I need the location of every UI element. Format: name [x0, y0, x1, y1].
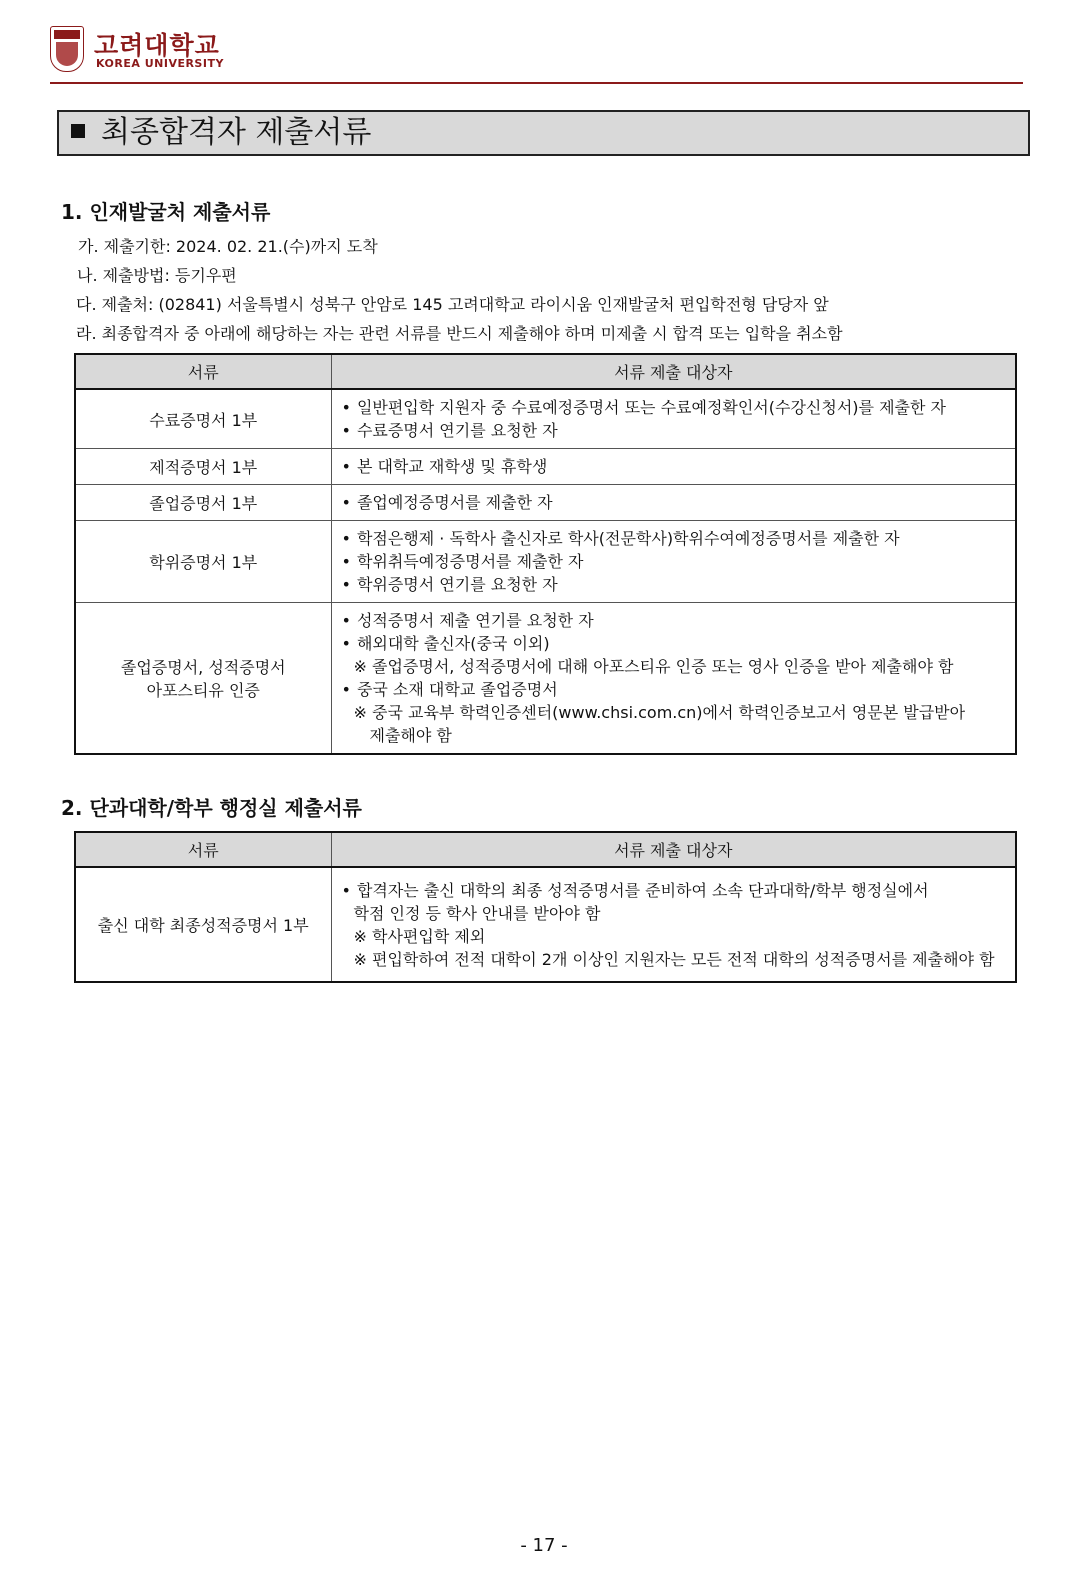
section1-documents-table [74, 353, 1017, 755]
description-line: • 본 대학교 재학생 및 휴학생 [342, 455, 1008, 478]
document-name-cell [75, 449, 331, 485]
description-line: • 수료증명서 연기를 요청한 자 [342, 419, 1008, 442]
document-name-cell [75, 389, 331, 449]
table-row [75, 449, 1016, 485]
description-line: 학점 인정 등 학사 안내를 받아야 함 [353, 903, 601, 923]
document-name-line: 아포스티유 인증 [146, 681, 260, 700]
university-crest-icon [50, 26, 84, 72]
note-line: ※ 졸업증명서, 성적증명서에 대해 아포스티유 인증 또는 영사 인증을 받아 제출해야 함 [353, 657, 954, 676]
document-name-cell [75, 521, 331, 603]
description-line: • 성적증명서 제출 연기를 요청한 자 [342, 609, 1008, 632]
table-row [75, 389, 1016, 449]
section1-line-method: 나. 제출방법: 등기우편 [77, 266, 237, 285]
section2-documents-table [74, 831, 1017, 983]
target-description-cell [331, 867, 1016, 982]
description-line: • 일반편입학 지원자 중 수료예정증명서 또는 수료예정확인서(수강신청서)를 제출한 자 [342, 396, 1008, 419]
description-line: • 졸업예정증명서를 제출한 자 [342, 491, 1008, 514]
table-row [75, 485, 1016, 521]
page-title [57, 110, 1030, 156]
section2-heading: 2. 단과대학/학부 행정실 제출서류 [61, 796, 362, 820]
description-line: • 합격자는 출신 대학의 최종 성적증명서를 준비하여 소속 단과대학/학부 행정실에서 [342, 879, 1008, 902]
page-number: - 17 - [520, 1535, 568, 1556]
note-line: ※ 편입학하여 전적 대학이 2개 이상인 지원자는 모든 전적 대학의 성적증명서를 제출해야 함 [353, 949, 995, 969]
document-name-cell [75, 485, 331, 521]
document-name-line: 제적증명서 1부 [149, 458, 258, 477]
target-description-cell [331, 449, 1016, 485]
page-title-text: 최종합격자 제출서류 [101, 115, 372, 150]
table-header-row [75, 354, 1016, 389]
target-description-cell [331, 389, 1016, 449]
page-header [50, 26, 1023, 84]
note-line: ※ 중국 교육부 학력인증센터(www.chsi.com.cn)에서 학력인증보고서 영문본 발급받아 [353, 703, 966, 722]
document-name-line: 수료증명서 1부 [149, 410, 258, 430]
description-line: • 학위취득예정증명서를 제출한 자 [342, 550, 1008, 573]
column-header-target: 서류 제출 대상자 [331, 832, 1016, 867]
description-line: • 해외대학 출신자(중국 이외) [342, 632, 1008, 655]
column-header-target: 서류 제출 대상자 [331, 354, 1016, 389]
document-name-line: 학위증명서 1부 [149, 553, 258, 572]
column-header-document: 서류 [75, 354, 331, 389]
description-line: • 중국 소재 대학교 졸업증명서 [342, 678, 1008, 701]
column-header-document: 서류 [75, 832, 331, 867]
table-row [75, 521, 1016, 603]
target-description-cell [331, 603, 1016, 755]
target-description-cell [331, 521, 1016, 603]
document-name-line: 졸업증명서, 성적증명서 [120, 658, 286, 677]
square-bullet-icon [71, 124, 85, 138]
section1-line-address: 다. 제출처: (02841) 서울특별시 성북구 안암로 145 고려대학교 라이시움 인재발굴처 편입학전형 담당자 앞 [76, 295, 829, 314]
description-line: • 학점은행제 · 독학사 출신자로 학사(전문학사)학위수여예정증명서를 제출한 자 [342, 527, 1008, 550]
document-name-line: 출신 대학 최종성적증명서 1부 [97, 916, 309, 935]
section1-heading: 1. 인재발굴처 제출서류 [61, 200, 271, 224]
section1-line-deadline: 가. 제출기한: 2024. 02. 21.(수)까지 도착 [78, 237, 378, 256]
document-name-cell [75, 603, 331, 755]
table-row [75, 603, 1016, 755]
target-description-cell [331, 485, 1016, 521]
document-name-cell [75, 867, 331, 982]
section1-line-notice: 라. 최종합격자 중 아래에 해당하는 자는 관련 서류를 반드시 제출해야 하며 미제출 시 합격 또는 입학을 취소함 [76, 324, 843, 343]
brand-name-english: KOREA UNIVERSITY [96, 57, 224, 70]
document-name-line: 졸업증명서 1부 [149, 494, 258, 513]
note-line: ※ 학사편입학 제외 [353, 926, 486, 946]
brand-name-korean: 고려대학교 [94, 31, 220, 60]
description-line: 제출해야 함 [369, 726, 452, 745]
description-line: • 학위증명서 연기를 요청한 자 [342, 573, 1008, 596]
table-header-row [75, 832, 1016, 867]
table-row [75, 867, 1016, 982]
